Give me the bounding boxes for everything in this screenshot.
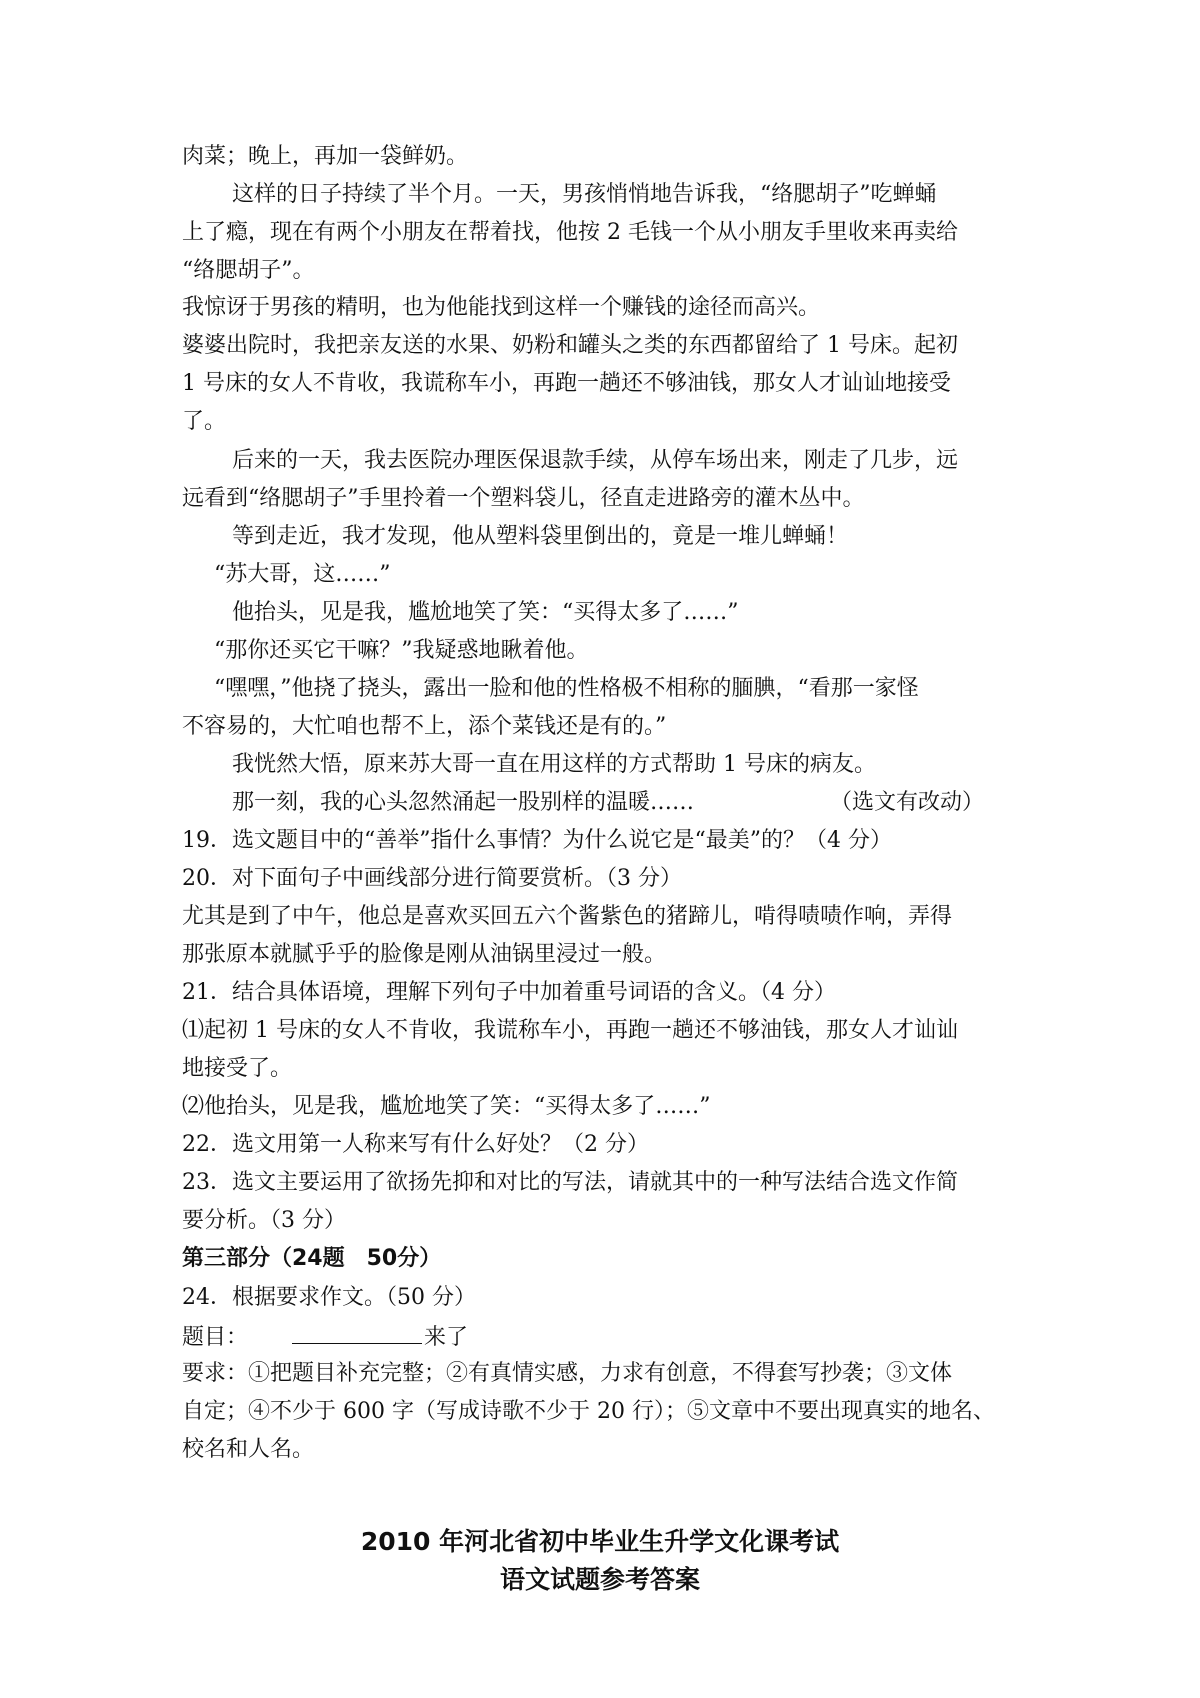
- story-line: “嘿嘿，”他挠了挠头，露出一脸和他的性格极不相称的腼腆，“看那一家怪: [214, 676, 919, 701]
- story-line: 了。: [182, 409, 227, 434]
- question-23: 23．选文主要运用了欲扬先抑和对比的写法，请就其中的一种写法结合选文作简: [182, 1170, 958, 1195]
- story-line: 我恍然大悟，原来苏大哥一直在用这样的方式帮助 1 号床的病友。: [232, 752, 876, 777]
- story-line: “络腮胡子”。: [182, 258, 315, 283]
- story-line: 我惊讶于男孩的精明，也为他能找到这样一个赚钱的途径而高兴。: [182, 295, 821, 320]
- question-20: 20．对下面句子中画线部分进行简要赏析。（3 分）: [182, 866, 682, 891]
- story-line: 婆婆出院时，我把亲友送的水果、奶粉和罐头之类的东西都留给了 1 号床。起初: [182, 333, 958, 358]
- answers-subtitle: 语文试题参考答案: [499, 1565, 700, 1594]
- story-line: 后来的一天，我去医院办理医保退款手续，从停车场出来，刚走了几步，远: [232, 448, 959, 473]
- story-line: “那你还买它干嘛？”我疑惑地瞅着他。: [214, 638, 589, 663]
- question-19: 19．选文题目中的“善举”指什么事情？为什么说它是“最美”的？（4 分）: [182, 828, 892, 853]
- question-21: 21．结合具体语境，理解下列句子中加着重号词语的含义。（4 分）: [182, 980, 836, 1005]
- answers-title: 2010 年河北省初中毕业生升学文化课考试: [360, 1527, 840, 1556]
- question-20-quote: 尤其是到了中午，他总是喜欢买回五六个酱紫色的猪蹄儿，啃得啧啧作响，弄得: [182, 904, 953, 929]
- source-note: （选文有改动）: [830, 790, 985, 815]
- essay-topic: [182, 1321, 468, 1353]
- story-line: 远看到“络腮胡子”手里拎着一个塑料袋儿，径直走进路旁的灌木丛中。: [182, 486, 865, 511]
- question-21-item: ⑴起初 1 号床的女人不肯收，我谎称车小，再跑一趟还不够油钱，那女人才讪讪: [182, 1018, 958, 1043]
- part3-heading: 第三部分（24题 50分）: [182, 1246, 442, 1271]
- topic-blank: [292, 1321, 422, 1344]
- question-20-quote: 那张原本就腻乎乎的脸像是刚从油锅里浸过一般。: [182, 942, 667, 967]
- essay-requirements: 自定；④不少于 600 字（写成诗歌不少于 20 行）；⑤文章中不要出现真实的地名、: [182, 1399, 995, 1424]
- question-21-item: ⑵他抬头，见是我，尴尬地笑了笑：“买得太多了……”: [182, 1094, 711, 1119]
- story-line: 那一刻，我的心头忽然涌起一股别样的温暖……: [232, 790, 695, 815]
- topic-suffix: 来了: [424, 1325, 469, 1350]
- story-line: 上了瘾，现在有两个小朋友在帮着找，他按 2 毛钱一个从小朋友手里收来再卖给: [182, 220, 958, 245]
- story-line: 他抬头，见是我，尴尬地笑了笑：“买得太多了……”: [232, 600, 739, 625]
- topic-label: 题目：: [182, 1325, 249, 1350]
- question-23: 要分析。（3 分）: [182, 1208, 346, 1233]
- question-21-item: 地接受了。: [182, 1056, 293, 1081]
- essay-requirements: 要求：①把题目补充完整；②有真情实感，力求有创意，不得套写抄袭；③文体: [182, 1361, 953, 1386]
- question-24: 24．根据要求作文。（50 分）: [182, 1285, 476, 1310]
- story-line: 这样的日子持续了半个月。一天，男孩悄悄地告诉我，“络腮胡子”吃蝉蛹: [232, 182, 937, 207]
- story-line: 1 号床的女人不肯收，我谎称车小，再跑一趟还不够油钱，那女人才讪讪地接受: [182, 371, 951, 396]
- story-line: 肉菜；晚上，再加一袋鲜奶。: [182, 144, 469, 169]
- story-line: 不容易的，大忙咱也帮不上，添个菜钱还是有的。”: [182, 714, 667, 739]
- story-line: “苏大哥，这……”: [214, 562, 391, 587]
- essay-requirements: 校名和人名。: [182, 1437, 315, 1462]
- story-line: 等到走近，我才发现，他从塑料袋里倒出的，竟是一堆儿蝉蛹！: [232, 524, 849, 549]
- question-22: 22．选文用第一人称来写有什么好处？（2 分）: [182, 1132, 649, 1157]
